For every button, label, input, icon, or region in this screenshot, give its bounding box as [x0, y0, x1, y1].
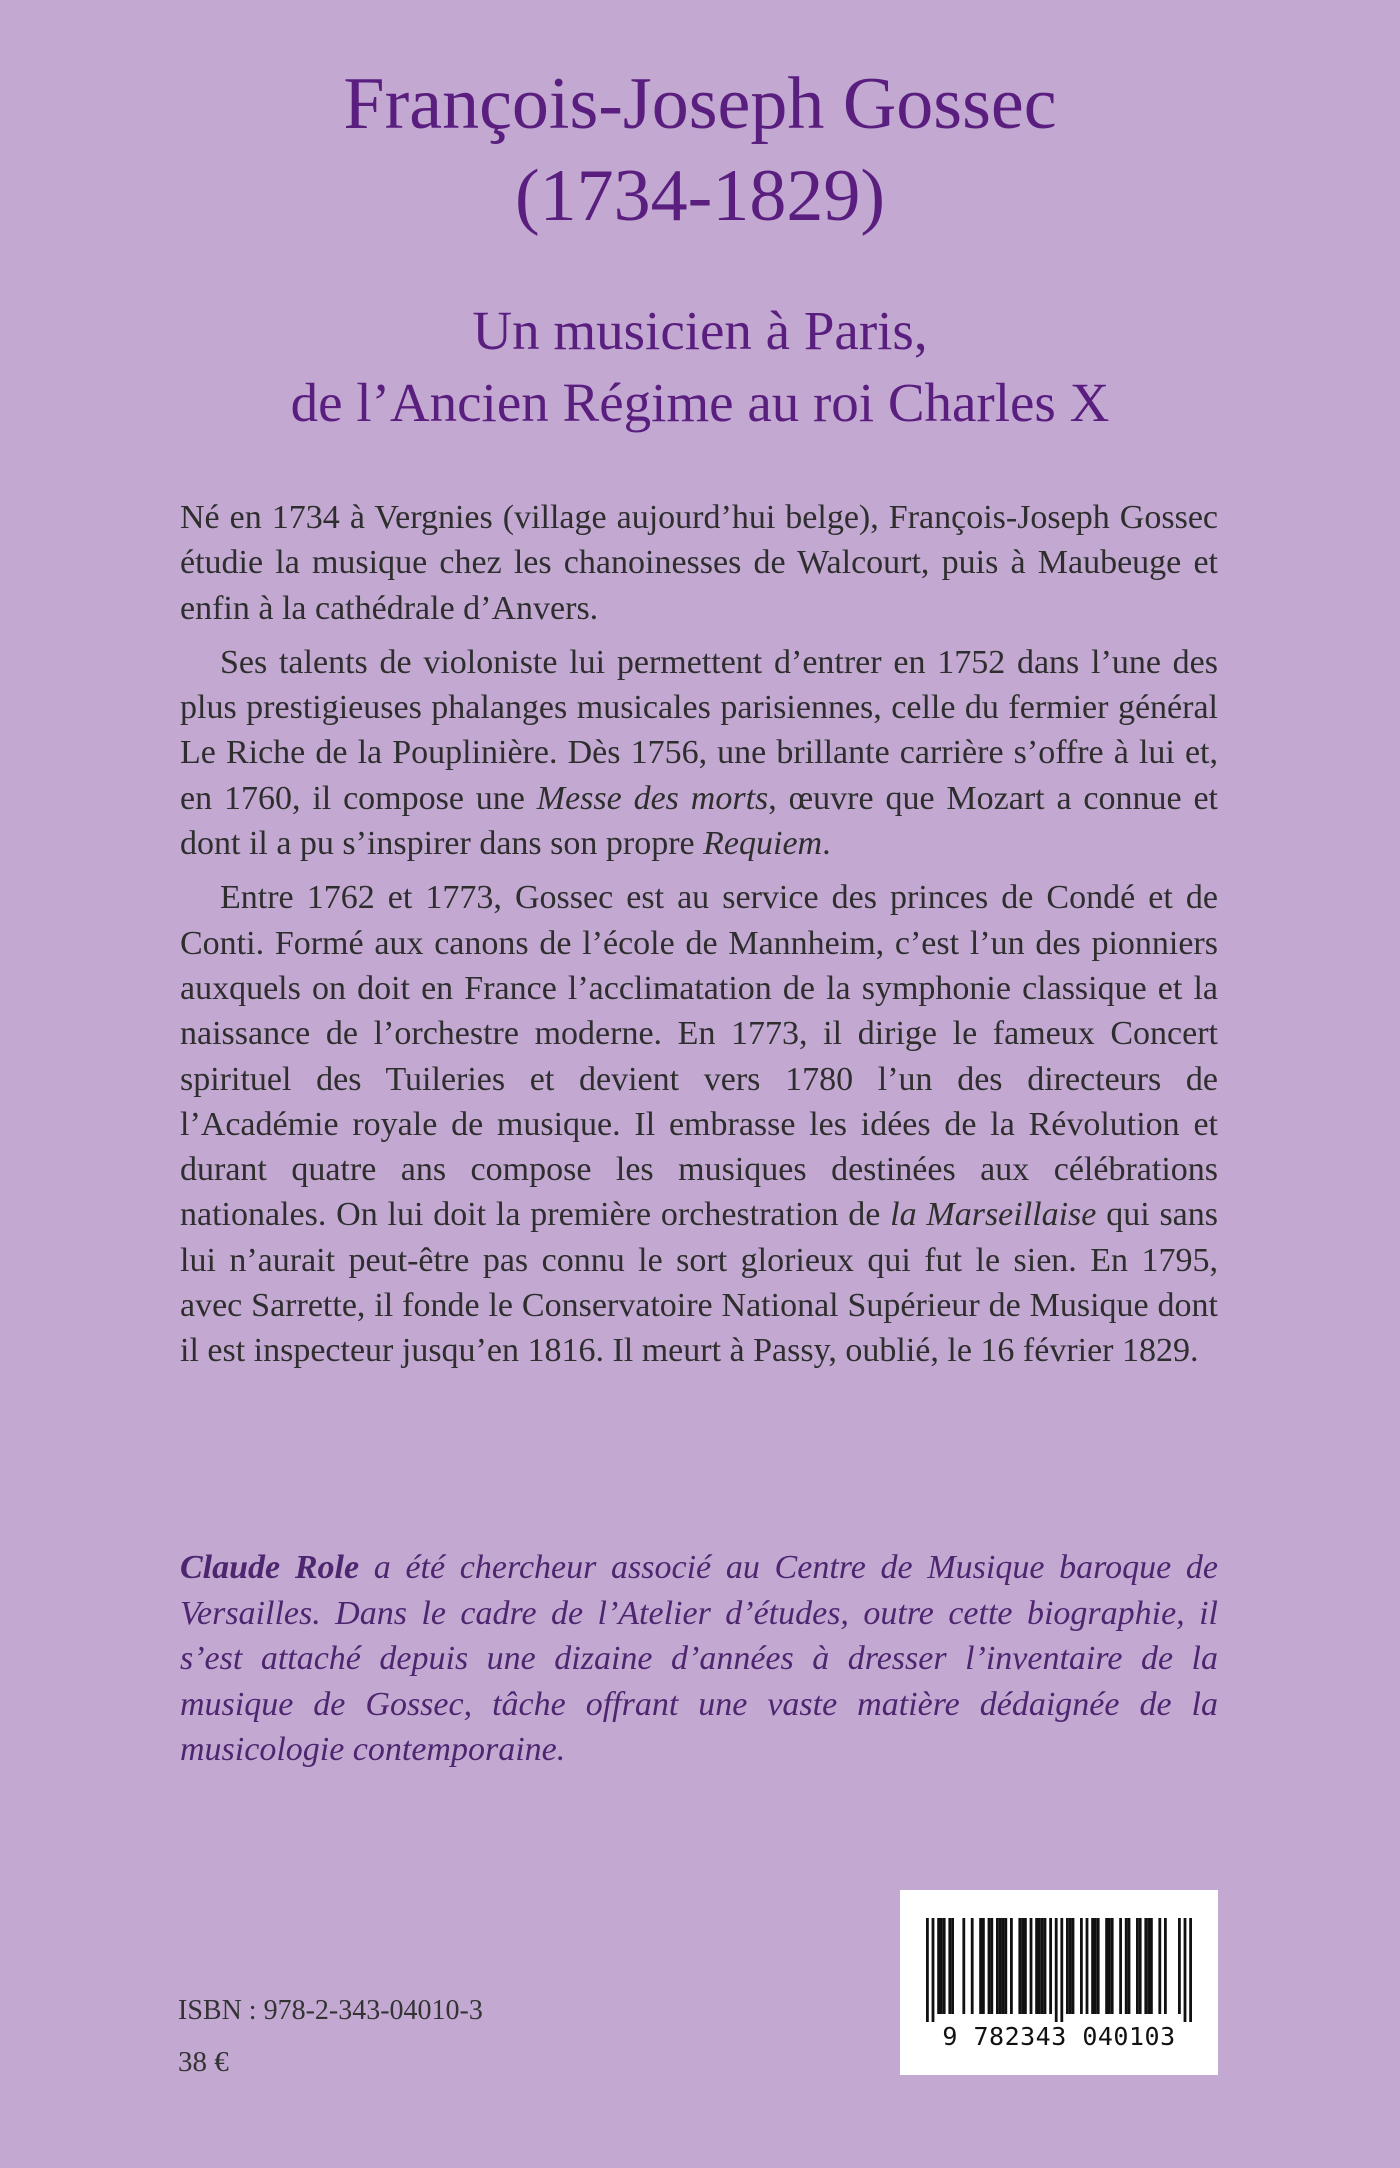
barcode-bar [1184, 1918, 1187, 2022]
barcode-bar [1004, 1918, 1007, 2014]
barcode-bar [940, 1918, 943, 2014]
isbn: ISBN : 978-2-343-04010-3 [178, 1995, 483, 2026]
author-bio [180, 1545, 1218, 1773]
barcode-digits: 9 782343 040103 [942, 2022, 1176, 2051]
barcode-bar [932, 1918, 935, 2022]
barcode-bar [1066, 1918, 1069, 2014]
barcode-bar [1024, 1918, 1027, 2014]
barcode-bar [1035, 1918, 1038, 2014]
barcode-bar [1021, 1918, 1024, 2014]
barcode-bar [1038, 1918, 1041, 2014]
barcode-bar [996, 1918, 999, 2014]
barcode-bar [999, 1918, 1002, 2014]
barcode-bar [1041, 1918, 1044, 2014]
barcode-bar [1125, 1918, 1128, 2014]
barcode-bar [1080, 1918, 1083, 2014]
barcode-bar [1086, 1918, 1089, 2014]
blurb-p2-italic-messe: Messe des morts [536, 779, 769, 817]
barcode-bar [1060, 1918, 1063, 2022]
barcode-bar [1119, 1918, 1122, 2014]
barcode-bar [1069, 1918, 1072, 2014]
barcode-bar [1164, 1918, 1167, 2014]
blurb-p2-text-c: . [822, 825, 831, 863]
blurb-p2-text-b: , œuvre que Mozart a connue et dont il a pu s’inspirer dans son propre [180, 779, 1218, 863]
barcode-bar [937, 1918, 940, 2014]
blurb-p3-italic-marseillaise: la Marseillaise [890, 1196, 1097, 1234]
barcode-bar [1010, 1918, 1013, 2014]
barcode-bar [926, 1918, 929, 2022]
blurb-p2-italic-requiem: Requiem [703, 825, 823, 863]
barcode-bar [1094, 1918, 1097, 2014]
barcode-bar [1002, 1918, 1005, 2014]
barcode-bar [1147, 1918, 1150, 2014]
book-title: François-Joseph Gossec [343, 63, 1057, 145]
barcode-bar [979, 1918, 982, 2014]
barcode-bar [1018, 1918, 1021, 2014]
barcode-bar [1049, 1918, 1052, 2014]
barcode-bar [1158, 1918, 1161, 2014]
barcode-bar [951, 1918, 954, 2014]
barcode-bar [990, 1918, 993, 2014]
barcode-bar [982, 1918, 985, 2014]
barcode [900, 1890, 1218, 2075]
price: 38 € [178, 2046, 229, 2078]
blurb-p3-text-a: Entre 1762 et 1773, Gossec est au service des princes de Condé et de Conti. Formé aux canons de l’école de Mannheim, c’est l’un des pionniers auxquels on doit en France l’acclimatation de la symphonie classique et la naissance de l’orchestre moderne. En 1773, il dirige le fameux Concert spirituel des Tuileries et devient vers 1780 l’un des directeurs de l’Académie royale de musique. Il embrasse les idées de la Révolution et durant quatre ans compose les musiques destinées aux célébrations nationales. On lui doit la première orchestration de [180, 879, 1218, 1234]
barcode-bar [1189, 1918, 1192, 2022]
barcode-bar [1139, 1918, 1142, 2014]
barcode-bar [1072, 1918, 1075, 2014]
book-subtitle-line-1: Un musicien à Paris, [472, 300, 928, 361]
barcode-bar [943, 1918, 946, 2014]
blurb-paragraph-2 [180, 640, 1218, 866]
barcode-bar [1128, 1918, 1131, 2014]
barcode-bar [948, 1918, 951, 2014]
blurb-paragraph-1 [180, 495, 1218, 631]
barcode-bar [1097, 1918, 1100, 2014]
blurb-paragraph-3 [180, 875, 1218, 1373]
barcode-bar [1144, 1918, 1147, 2014]
barcode-bar [1091, 1918, 1094, 2014]
author-bio-text: a été chercheur associé au Centre de Musique baroque de Versailles. Dans le cadre de l’Atelier d’études, outre cette biographie, il s’est attaché depuis une dizaine d’années à dresser l’inventaire de la musique de Gossec, tâche offrant une vaste matière dédaignée de la musicologie contemporaine. [180, 1549, 1218, 1768]
barcode-bar [962, 1918, 965, 2014]
barcode-bar [988, 1918, 991, 2014]
blurb-p3-text-b: qui sans lui n’aurait peut-être pas connu le sort glorieux qui fut le sien. En 1795, avec Sarrette, il fonde le Conservatoire National Supérieur de Musique dont il est inspecteur jusqu’en 1816. Il meurt à Passy, oublié, le 16 février 1829. [180, 1196, 1219, 1370]
blurb-p1-text: Né en 1734 à Vergnies (village aujourd’hui belge), François-Joseph Gossec étudie la musique chez les chanoinesses de Walcourt, puis à Maubeuge et enfin à la cathédrale d’Anvers. [180, 499, 1218, 627]
book-subtitle-line-2: de l’Ancien Régime au roi Charles X [290, 372, 1110, 433]
barcode-bar [1055, 1918, 1058, 2022]
barcode-bar [1150, 1918, 1153, 2014]
subtitle-block [0, 295, 1400, 439]
barcode-bar [1178, 1918, 1181, 2014]
author-name: Claude Role [180, 1549, 360, 1586]
barcode-bar [1044, 1918, 1047, 2014]
title-block [0, 58, 1400, 242]
barcode-bar [971, 1918, 974, 2014]
barcode-bar [1111, 1918, 1114, 2014]
barcode-bar [1030, 1918, 1033, 2014]
barcode-bar [1136, 1918, 1139, 2014]
blurb-p2-text-a: Ses talents de violoniste lui permettent d’entrer en 1752 dans l’une des plus prestigieuses phalanges musicales parisiennes, celle du fermier général Le Riche de la Pouplinière. Dès 1756, une brillante carrière s’offre à lui et, en 1760, il compose une [180, 643, 1218, 817]
barcode-bars [922, 1918, 1196, 2022]
barcode-bar [1105, 1918, 1108, 2014]
barcode-bar [1108, 1918, 1111, 2014]
book-title-dates: (1734-1829) [515, 155, 885, 237]
blurb-text [180, 495, 1218, 1383]
